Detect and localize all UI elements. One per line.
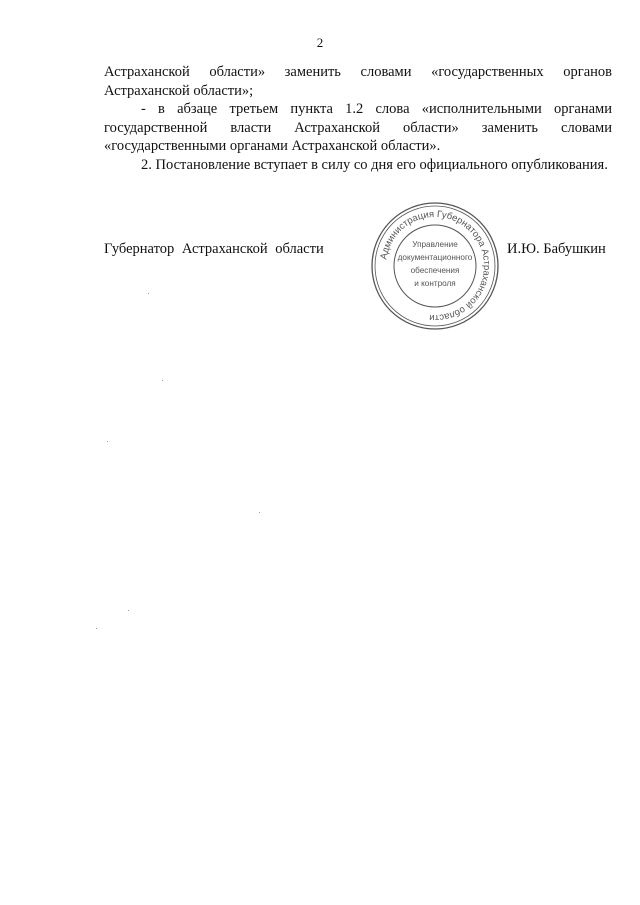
scan-speck: [96, 628, 97, 629]
paragraph-effective-date: 2. Постановление вступает в силу со дня его официального опубликования.: [141, 156, 608, 173]
signature-name: И.Ю. Бабушкин: [507, 241, 606, 257]
signature-title: Губернатор Астраханской области: [104, 241, 324, 257]
paragraph-continuation: Астраханской области» заменить словами «государственных органов Астраханской области»;: [104, 64, 612, 99]
seal-ring-text: Администрация Губернатора Астраханской области: [378, 208, 493, 324]
seal-line-1: Управление: [412, 240, 458, 249]
scan-speck: [107, 441, 108, 442]
seal-line-2: документационного: [397, 253, 473, 262]
document-body: [104, 63, 612, 174]
scan-speck: [148, 293, 149, 294]
scan-speck: [128, 610, 129, 611]
scan-speck: [259, 512, 260, 513]
seal-line-3: обеспечения: [410, 266, 460, 275]
official-seal-stamp: [369, 200, 501, 332]
scan-speck: [162, 380, 163, 381]
page-number: 2: [316, 35, 324, 50]
paragraph-amendment: - в абзаце третьем пункта 1.2 слова «исполнительными органами государственной власти Астраханской области» заменить словами «государственными органами Астраханской области».: [104, 101, 612, 154]
seal-line-4: и контроля: [414, 279, 456, 288]
